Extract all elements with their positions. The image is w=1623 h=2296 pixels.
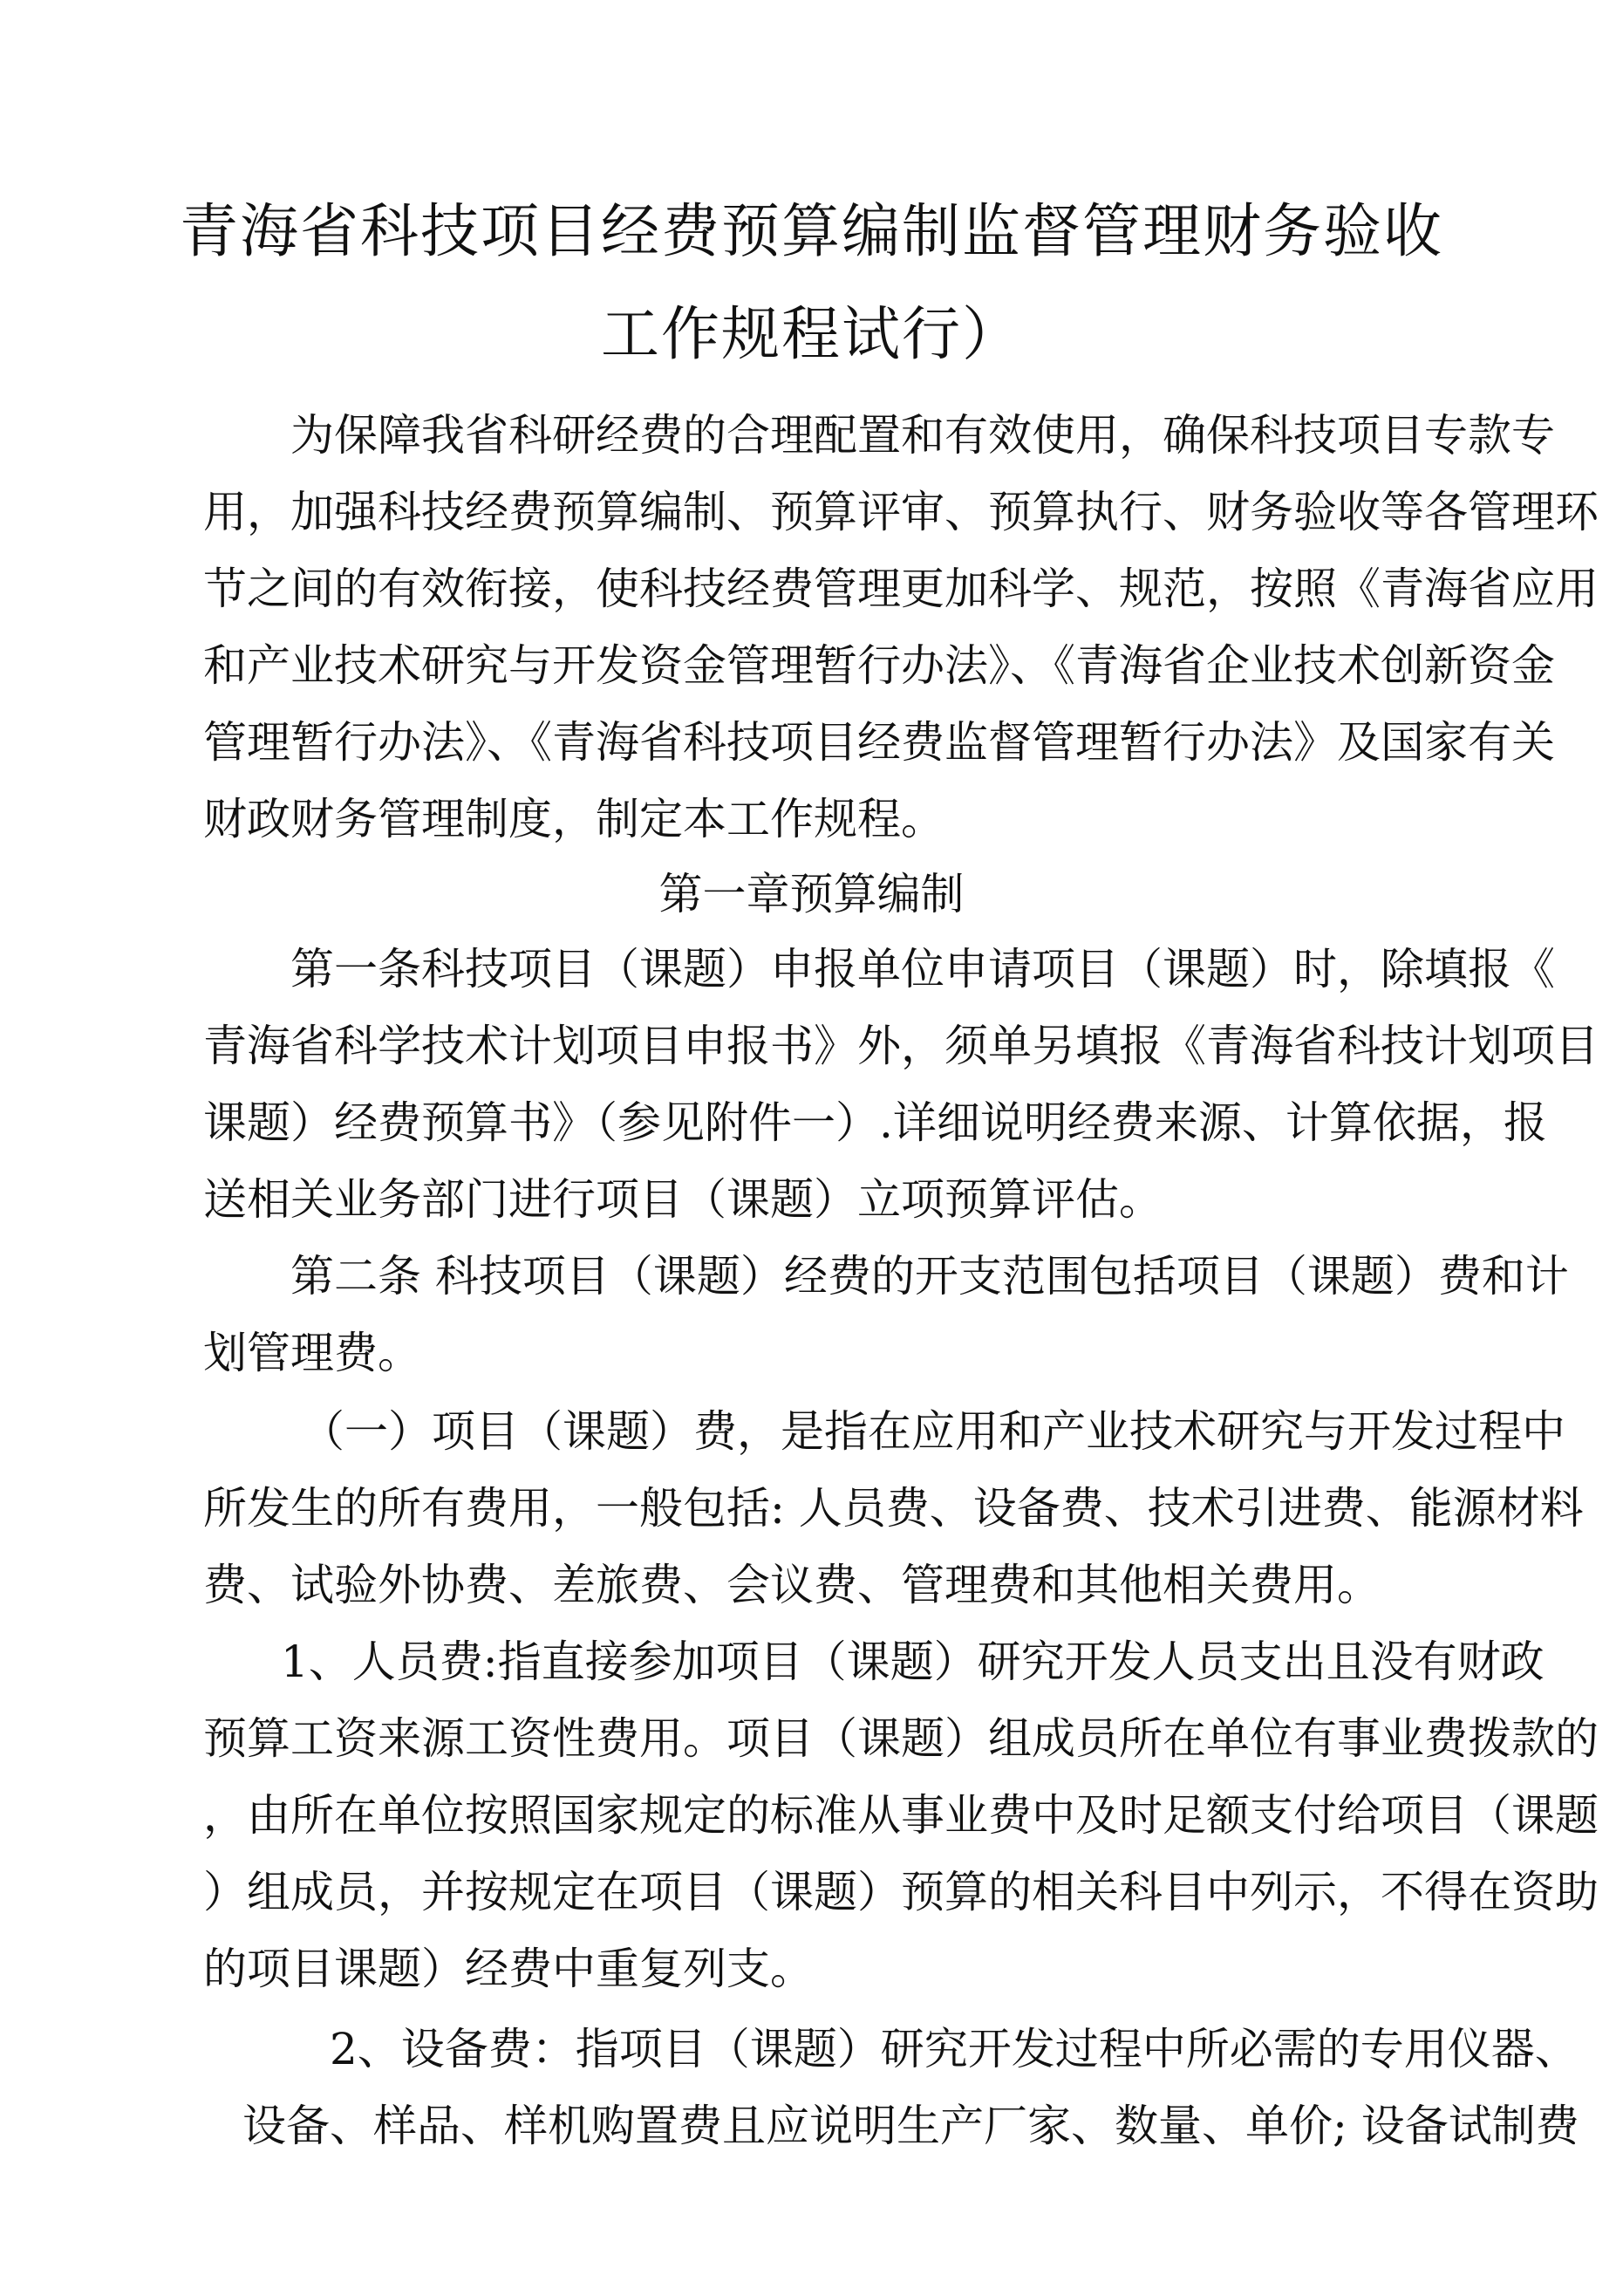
item-1-line: 所发生的所有费用，一般包括: 人员费、设备费、技术引进费、能源材料 xyxy=(203,1483,1584,1534)
equipment-cost-line: 2、设备费：指项目（课题）研究开发过程中所必需的专用仪器、 xyxy=(330,2024,1579,2074)
article-2-line: 划管理费。 xyxy=(203,1328,421,1378)
personnel-cost-line: ）组成员，并按规定在项目（课题）预算的相关科目中列示，不得在资助 xyxy=(203,1867,1599,1917)
document-title-line-1: 青海省科技项目经费预算编制监督管理财务验收 xyxy=(180,197,1443,265)
intro-line: 节之间的有效衔接，使科技经费管理更加科学、规范，按照《青海省应用 xyxy=(203,564,1599,614)
personnel-cost-line: 1、人员费:指直接参加项目（课题）研究开发人员支出且没有财政 xyxy=(281,1637,1545,1687)
article-2-line: 第二条 科技项目（课题）经费的开支范围包括项目（课题）费和计 xyxy=(290,1251,1569,1302)
document-title-line-2: 工作规程试行） xyxy=(601,300,1022,368)
intro-line: 管理暂行办法》、《青海省科技项目经费监督管理暂行办法》及国家有关 xyxy=(203,717,1555,768)
item-1-line: 费、试验外协费、差旅费、会议费、管理费和其他相关费用。 xyxy=(203,1560,1381,1610)
equipment-cost-line: 设备、样品、样机购置费且应说明生产厂家、数量、单价; 设备试制费 xyxy=(242,2101,1579,2151)
item-1-line: （一）项目（课题）费，是指在应用和产业技术研究与开发过程中 xyxy=(301,1406,1565,1457)
intro-line: 用，加强科技经费预算编制、预算评审、预算执行、财务验收等各管理环 xyxy=(203,487,1599,537)
article-1-line: 青海省科学技术计划项目申报书》外，须单另填报《青海省科技计划项目 xyxy=(203,1021,1599,1071)
chapter-heading: 第一章预算编制 xyxy=(658,869,965,919)
article-1-line: 送相关业务部门进行项目（课题）立项预算评估。 xyxy=(203,1174,1163,1225)
intro-line: 财政财务管理制度，制定本工作规程。 xyxy=(203,794,944,844)
article-1-line: 第一条科技项目（课题）申报单位申请项目（课题）时，除填报《 xyxy=(290,944,1555,994)
personnel-cost-line: 预算工资来源工资性费用。项目（课题）组成员所在单位有事业费拨款的 xyxy=(203,1713,1599,1764)
personnel-cost-line: 的项目课题）经费中重复列支。 xyxy=(203,1944,814,1994)
personnel-cost-line: ，由所在单位按照国家规定的标准从事业费中及时足额支付给项目（课题 xyxy=(203,1790,1599,1841)
article-1-line: 课题）经费预算书》（参见附件一）.详细说明经费来源、计算依据，报 xyxy=(203,1097,1547,1148)
intro-line: 为保障我省科研经费的合理配置和有效使用，确保科技项目专款专 xyxy=(290,410,1555,461)
intro-line: 和产业技术研究与开发资金管理暂行办法》、《青海省企业技术创新资金 xyxy=(203,640,1555,691)
